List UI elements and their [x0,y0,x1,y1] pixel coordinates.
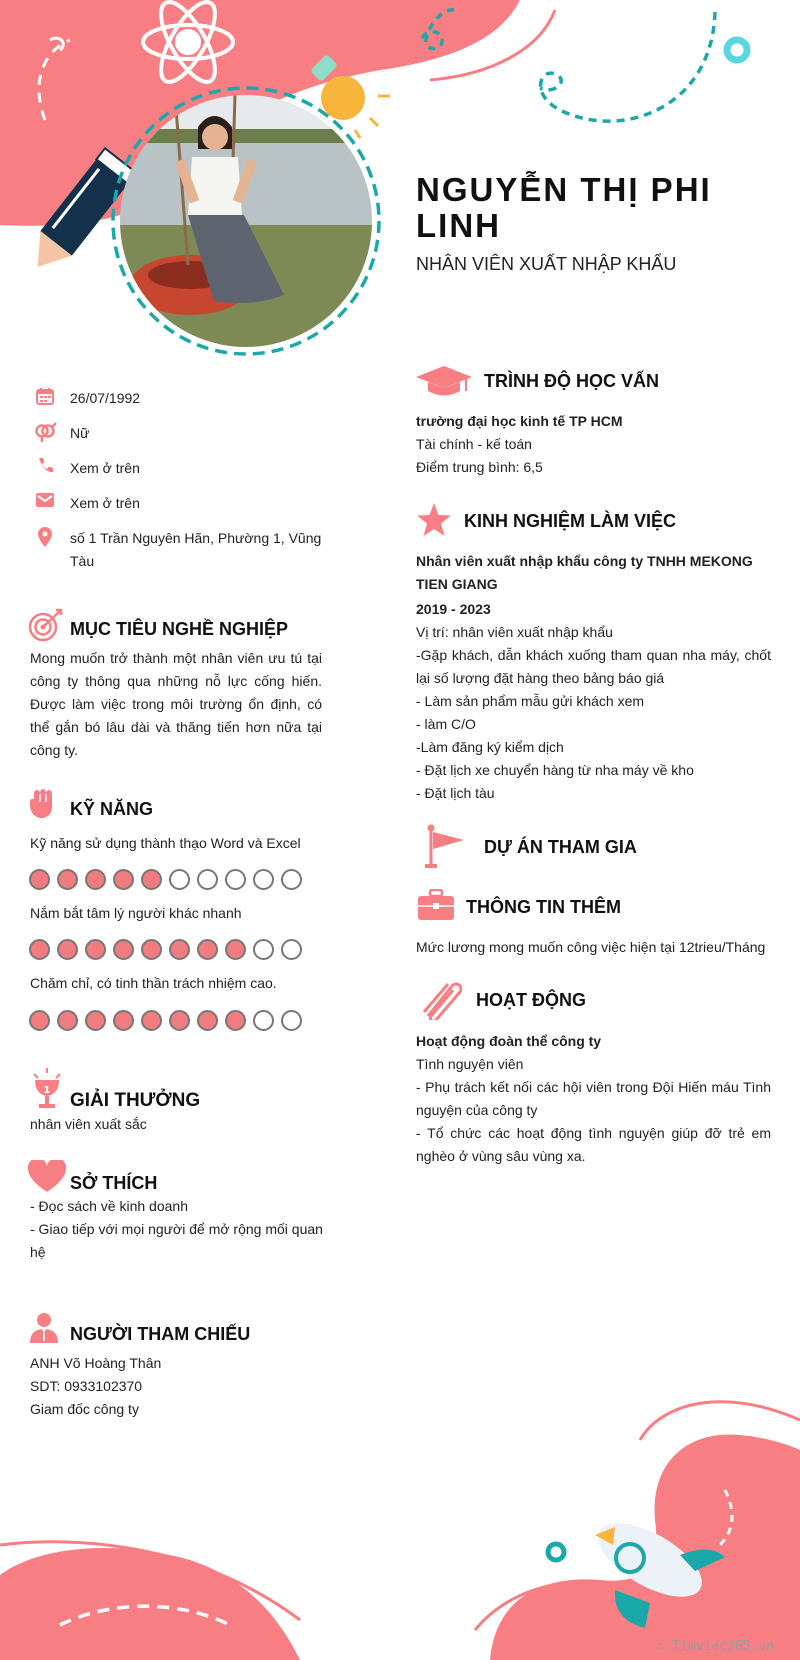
rating-dot-filled [85,869,106,890]
hobby-item: - Giao tiếp với mọi người để mở rộng mối quan hệ [30,1221,323,1260]
experience-line: - Đặt lịch tàu [416,785,495,801]
heart-icon [28,1160,66,1199]
candidate-position: NHÂN VIÊN XUẤT NHẬP KHẨU [416,254,677,274]
awards-title: GIẢI THƯỞNG [70,1090,201,1111]
graduation-cap-icon [416,364,472,403]
rating-dot-filled [85,1010,106,1031]
experience-company [416,550,771,596]
rating-dot-filled [169,1010,190,1031]
gender-icon [30,422,60,442]
rating-dot-filled [57,939,78,960]
rating-dot-empty [253,1010,274,1031]
skill-label: Chăm chỉ, có tinh thần trách nhiệm cao. [30,975,277,991]
info-phone: Xem ở trên [30,457,330,480]
info-email: Xem ở trên [30,492,330,515]
rating-dot-filled [141,1010,162,1031]
activity-line: Tình nguyện viên [416,1056,524,1072]
activities-org [416,1030,601,1053]
company-name: Nhân viên xuất nhập khẩu công ty TNHH MEKONG TIEN GIANG [416,553,753,592]
rating-dot-empty [169,869,190,890]
education-school [416,410,623,433]
reference-line: SDT: 0933102370 [30,1378,143,1394]
skill-label: Nắm bắt tâm lý người khác nhanh [30,905,242,921]
rating-dot-filled [197,939,218,960]
activity-line: - Tổ chức các hoạt động tình nguyện giúp đỡ trẻ em nghèo ở vùng sâu vùng xa. [416,1125,771,1164]
experience-list [416,621,771,805]
hobbies-title: SỞ THÍCH [70,1173,158,1193]
period-text: 2019 - 2023 [416,601,491,617]
watermark: ∴ Timviec365.vn [656,1639,774,1654]
activity-line: - Phụ trách kết nối các hội viên trong Đội Hiến máu Tình nguyện của công ty [416,1079,771,1118]
rating-dot-filled [197,1010,218,1031]
skill-rating [29,1010,309,1031]
rating-dot-filled [141,939,162,960]
experience-period [416,598,491,621]
org-name: Hoạt động đoàn thể công ty [416,1033,602,1049]
activities-list [416,1053,771,1168]
info-birthdate: 26/07/1992 [30,387,330,410]
skill-rating [29,869,309,890]
rating-dot-empty [253,869,274,890]
phone-icon [30,457,60,477]
rating-dot-filled [85,939,106,960]
raised-fist-icon [30,788,54,825]
additional-text: Mức lương mong muốn công việc hiện tại 12trieu/Tháng [416,939,766,955]
experience-line: Vị trí: nhân viên xuất nhập khẩu [416,624,613,640]
rating-dot-filled [57,869,78,890]
rating-dot-filled [29,1010,50,1031]
rating-dot-empty [281,869,302,890]
rating-dot-filled [225,1010,246,1031]
school-name: trường đại học kinh tế TP HCM [416,413,623,429]
rating-dot-filled [29,869,50,890]
trophy-icon [30,1068,64,1115]
rating-dot-filled [113,1010,134,1031]
info-gender: Nữ [30,422,330,445]
rating-dot-empty [281,1010,302,1031]
awards-text: nhân viên xuất sắc [30,1116,147,1132]
experience-line: -Làm đăng ký kiểm dịch [416,739,564,755]
additional-title: THÔNG TIN THÊM [466,897,621,917]
rating-dot-empty [225,869,246,890]
rating-dot-filled [113,869,134,890]
skills-title: KỸ NĂNG [70,799,154,819]
paperclip-icon [420,980,462,1025]
person-icon [30,1313,58,1348]
profile-photo [120,95,372,347]
email-icon [30,492,60,512]
flag-icon [424,824,466,875]
activities-title: HOẠT ĐỘNG [476,990,586,1010]
skill-rating [29,939,309,960]
skill-label: Kỹ năng sử dụng thành thạo Word và Excel [30,835,301,851]
hobby-item: - Đọc sách về kinh doanh [30,1198,188,1214]
briefcase-icon [418,889,454,926]
rating-dot-filled [29,939,50,960]
education-major: Tài chính - kế toán [416,436,532,452]
rating-dot-filled [57,1010,78,1031]
svg-text:1: 1 [43,1085,51,1096]
experience-line: -Gặp khách, dẫn khách xuống tham quan nha máy, chốt lại số lượng đặt hàng theo bảng báo giá [416,647,771,686]
experience-line: - Đặt lịch xe chuyển hàng từ nha máy về kho [416,762,694,778]
reference-line: ANH Võ Hoàng Thân [30,1355,162,1371]
rating-dot-filled [225,939,246,960]
experience-line: - làm C/O [416,716,476,732]
experience-line: - Làm sản phẩm mẫu gửi khách xem [416,693,645,709]
rating-dot-empty [281,939,302,960]
rating-dot-filled [113,939,134,960]
rating-dot-filled [169,939,190,960]
reference-line: Giam đốc công ty [30,1401,139,1417]
experience-title: KINH NGHIỆM LÀM VIỆC [464,511,677,531]
education-title: TRÌNH ĐỘ HỌC VẤN [484,371,659,391]
projects-title: DỰ ÁN THAM GIA [484,837,637,857]
objective-text: Mong muốn trở thành một nhân viên ưu tú tại công ty thông qua những nỗ lực cống hiến. Được làm việc trong môi trường ổn định, có thể gắn bó lâu dài và thăng tiến hơn nữa tại công ty. [30,650,322,758]
calendar-icon [30,387,60,407]
rating-dot-empty [197,869,218,890]
references-title: NGƯỜI THAM CHIẾU [70,1324,251,1344]
target-icon [28,608,64,647]
candidate-name: NGUYỄN THỊ PHI LINH [416,171,712,244]
rating-dot-empty [253,939,274,960]
location-pin-icon [30,527,60,547]
rating-dot-filled [141,869,162,890]
education-gpa: Điểm trung bình: 6,5 [416,459,543,475]
star-icon [416,503,452,542]
info-address: số 1 Trần Nguyên Hãn, Phường 1, Vũng Tàu [30,527,330,573]
objective-title: MỤC TIÊU NGHỀ NGHIỆP [70,619,289,639]
